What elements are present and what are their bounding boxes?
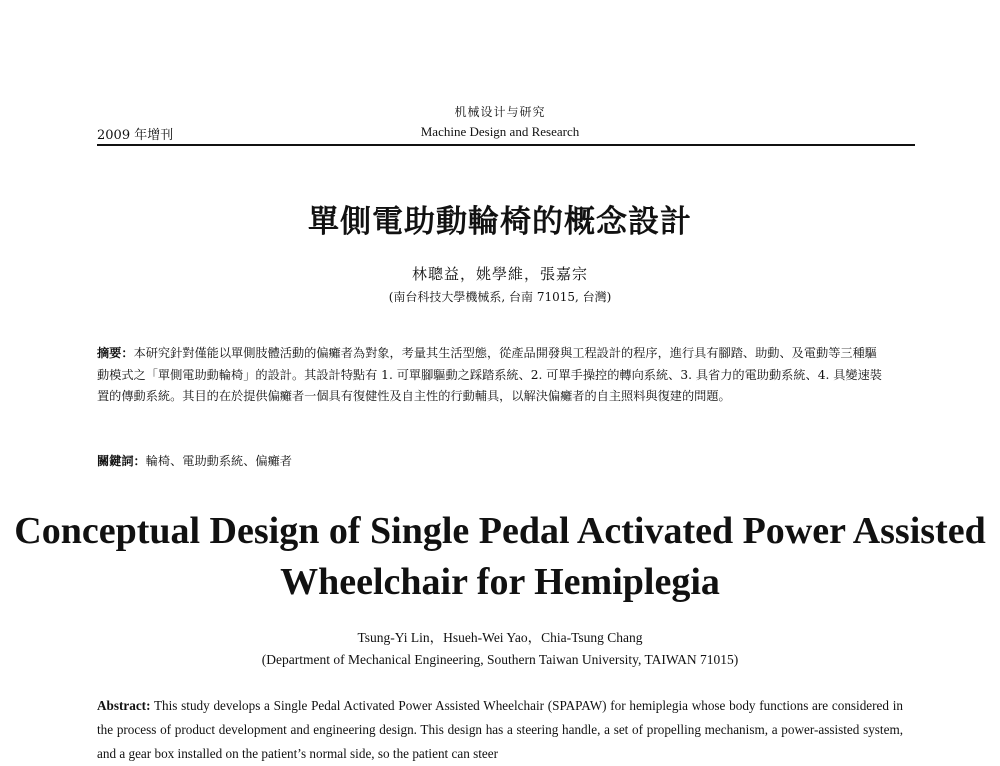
journal-name-chinese: 机械设计与研究 [454, 105, 546, 119]
affiliation-chinese: (南台科技大學機械系, 台南 71015, 台灣) [388, 290, 612, 304]
keywords-chinese-text: 輪椅、電助動系統、偏癱者 [145, 454, 292, 468]
abstract-english [97, 694, 903, 766]
header-rule [97, 144, 915, 146]
paper-title-chinese: 單側電助動輪椅的概念設計 [308, 204, 692, 240]
journal-name-english: Machine Design and Research [420, 124, 580, 139]
abstract-chinese [97, 343, 887, 408]
paper-title-english: Conceptual Design of Single Pedal Activated Power Assisted Wheelchair for Hemiplegia [14, 510, 986, 603]
keywords-chinese-label: 關鍵詞： [97, 454, 146, 468]
authors-chinese: 林聰益，姚學維，張嘉宗 [411, 265, 588, 283]
abstract-english-text: This study develops a Single Pedal Activated Power Assisted Wheelchair (SPAPAW) for hemiplegia whose body functions are considered in the process of product development and engineering design. This design has a steering handle, a set of propelling mechanism, a power-assisted system, and a gear box installed on the patient’s normal side, so the patient can steer [97, 698, 903, 761]
abstract-chinese-label: 摘要： [97, 346, 134, 360]
issue-label: 2009 年增刊 [97, 128, 174, 143]
authors-english: Tsung-Yi Lin，Hsueh-Wei Yao，Chia-Tsung Chang [357, 630, 643, 645]
abstract-english-label: Abstract: [97, 698, 151, 713]
keywords-chinese [97, 451, 887, 473]
affiliation-english: (Department of Mechanical Engineering, Southern Taiwan University, TAIWAN 71015) [261, 652, 739, 667]
abstract-chinese-text: 本研究針對僅能以單側肢體活動的偏癱者為對象，考量其生活型態，從產品開發與工程設計的程序，進行具有腳踏、助動、及電動等三種驅動模式之「單側電助動輪椅」的設計。其設計特點有 1. 可單腳驅動之踩踏系統、2. 可單手操控的轉向系統、3. 具省力的電助動系統、4. 具變速裝置的傳動系統。其目的在於提供偏癱者一個具有復健性及自主性的行動輔具，以解決偏癱者的自主照料與復建的問題。 [97, 346, 882, 403]
